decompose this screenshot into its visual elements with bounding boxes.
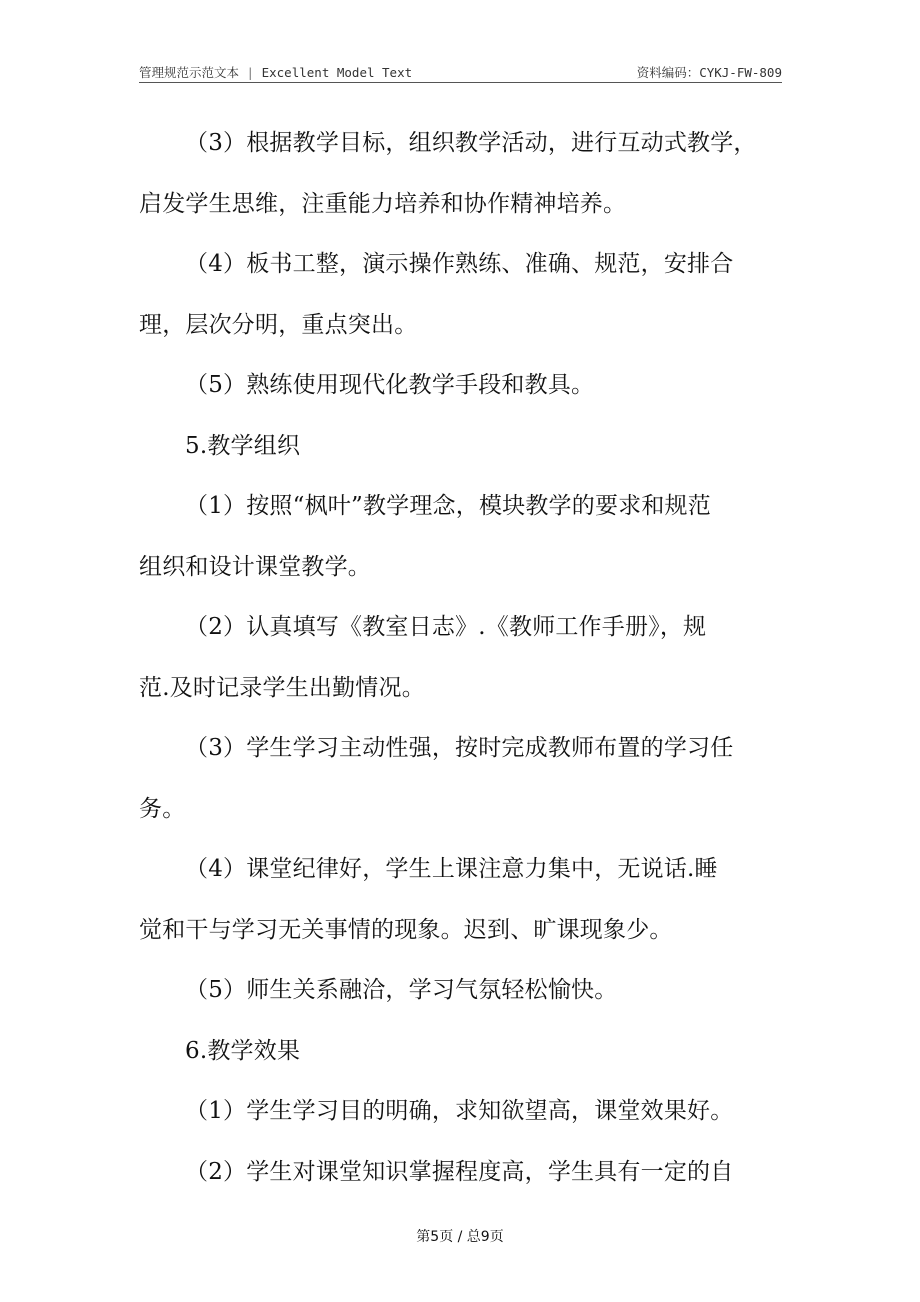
text-line: （3）学生学习主动性强，按时完成教师布置的学习任 [185, 735, 734, 761]
section-heading: 6.教学效果 [185, 1037, 301, 1064]
header-title-cn: 管理规范示范文本 [139, 65, 240, 80]
text-line: （2）学生对课堂知识掌握程度高，学生具有一定的自 [185, 1158, 734, 1185]
text-line: （2）认真填写《教室日志》.《教师工作手册》，规 [185, 614, 707, 640]
text-line: 组织和设计课堂教学。 [139, 553, 371, 580]
text-line: 务。 [139, 795, 186, 822]
header-doc-code: 资料编码：CYKJ-FW-809 [636, 65, 782, 80]
page-number: 第5页 / 总9页 [416, 1229, 504, 1245]
text-line: 启发学生思维，注重能力培养和协作精神培养。 [139, 190, 627, 217]
header-separator: | [246, 65, 255, 80]
text-line: （1）按照“枫叶”教学理念，模块教学的要求和规范 [185, 493, 711, 519]
document-body [139, 113, 782, 1202]
text-line: （1）学生学习目的明确，求知欲望高，课堂效果好。 [185, 1098, 734, 1124]
page-header [139, 60, 782, 83]
header-title-en: Excellent Model Text [261, 65, 413, 80]
text-line: （5）熟练使用现代化教学手段和教具。 [185, 372, 595, 398]
text-line: （4）板书工整，演示操作熟练、准确、规范，安排合 [185, 251, 734, 277]
text-line: （3）根据教学目标，组织教学活动，进行互动式教学， [185, 130, 757, 156]
text-line: 理，层次分明，重点突出。 [139, 311, 418, 338]
text-line: （4）课堂纪律好，学生上课注意力集中，无说话.睡 [185, 856, 718, 882]
text-line: 范.及时记录学生出勤情况。 [139, 674, 425, 701]
text-line: 觉和干与学习无关事情的现象。迟到、旷课现象少。 [139, 916, 673, 943]
text-line: （5）师生关系融洽，学习气氛轻松愉快。 [185, 977, 618, 1003]
section-heading: 5.教学组织 [185, 432, 301, 459]
header-left [139, 63, 412, 81]
